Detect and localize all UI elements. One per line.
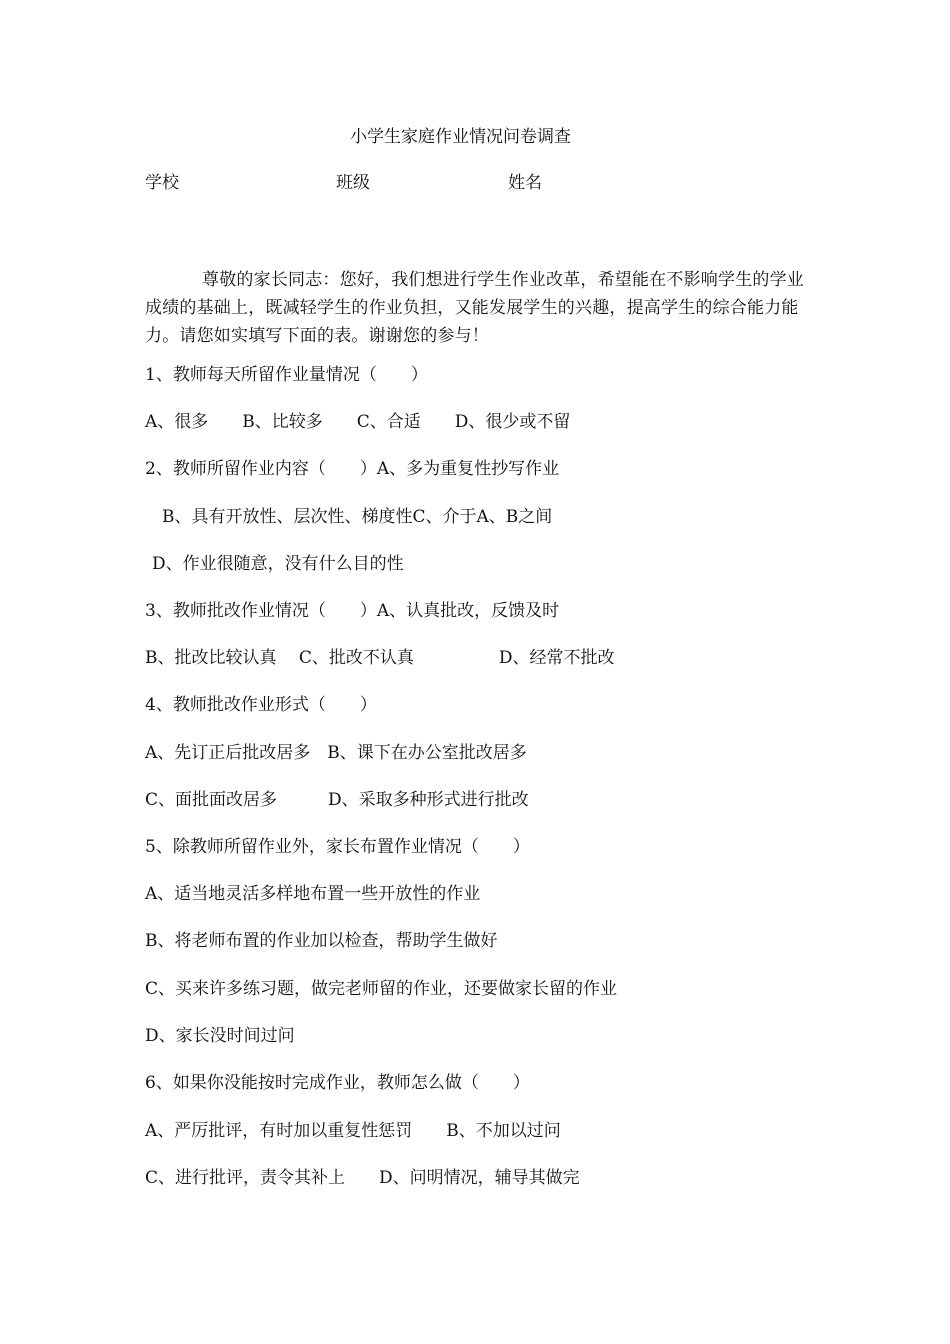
question-2: 2、教师所留作业内容（ ）A、多为重复性抄写作业 xyxy=(145,459,560,479)
question-4-options-cd: C、面批面改居多 D、采取多种形式进行批改 xyxy=(145,790,529,810)
question-6-options-ab: A、严厉批评，有时加以重复性惩罚 B、不加以过问 xyxy=(145,1121,561,1141)
question-1: 1、教师每天所留作业量情况（ ） xyxy=(145,365,428,385)
question-6: 6、如果你没能按时完成作业，教师怎么做（ ） xyxy=(145,1073,530,1093)
question-2-options: B、具有开放性、层次性、梯度性C、介于A、B之间 xyxy=(162,507,553,527)
question-2-option-d: D、作业很随意，没有什么目的性 xyxy=(152,554,404,574)
question-5-option-c: C、买来许多练习题，做完老师留的作业，还要做家长留的作业 xyxy=(145,979,618,999)
class-field-label: 班级 xyxy=(336,173,370,193)
intro-paragraph: 尊敬的家长同志：您好，我们想进行学生作业改革，希望能在不影响学生的学业成绩的基础上，既减轻学生的作业负担，又能发展学生的兴趣，提高学生的综合能力能力。请您如实填写下面的表。谢谢您的参与！ xyxy=(145,270,804,346)
question-5-option-b: B、将老师布置的作业加以检查，帮助学生做好 xyxy=(145,931,498,951)
question-6-options-cd: C、进行批评，责令其补上 D、问明情况，辅导其做完 xyxy=(145,1168,580,1188)
name-field-label: 姓名 xyxy=(508,173,542,193)
question-1-options: A、很多 B、比较多 C、合适 D、很少或不留 xyxy=(145,412,571,432)
question-4-options-ab: A、先订正后批改居多 B、课下在办公室批改居多 xyxy=(145,743,527,763)
question-5-option-a: A、适当地灵活多样地布置一些开放性的作业 xyxy=(145,884,481,904)
question-5: 5、除教师所留作业外，家长布置作业情况（ ） xyxy=(145,837,530,857)
question-4: 4、教师批改作业形式（ ） xyxy=(145,695,377,715)
school-field-label: 学校 xyxy=(145,173,179,193)
document-title: 小学生家庭作业情况问卷调查 xyxy=(350,127,571,147)
question-5-option-d: D、家长没时间过问 xyxy=(145,1026,295,1046)
question-3: 3、教师批改作业情况（ ）A、认真批改，反馈及时 xyxy=(145,601,560,621)
question-3-options: B、批改比较认真 C、批改不认真 D、经常不批改 xyxy=(145,648,615,668)
